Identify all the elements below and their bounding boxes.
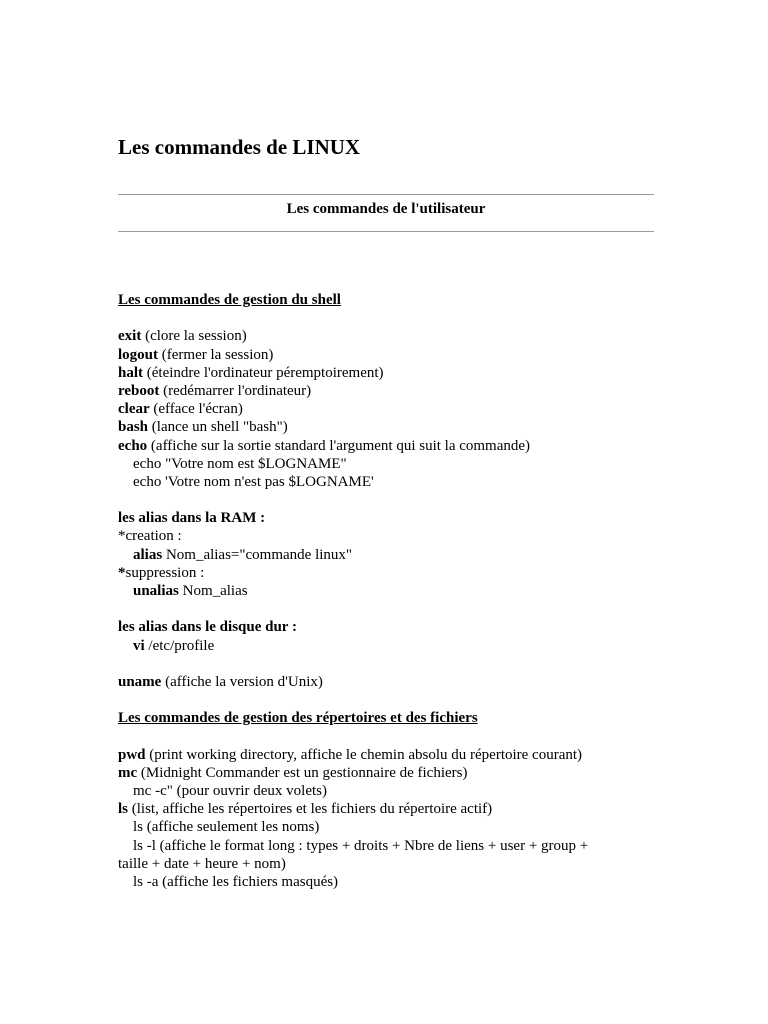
alias-creation-label: *creation : (118, 528, 182, 545)
command-name: mc (118, 764, 138, 781)
command-description: (éteindre l'ordinateur péremptoirement) (143, 364, 384, 381)
document-body (118, 291, 658, 891)
command-name: reboot (118, 382, 160, 399)
ls-example-all: ls -a (affiche les fichiers masqués) (133, 874, 339, 890)
ls-example-long-1: ls -l (affiche le format long : types + droits + Nbre de liens + user + group + (133, 837, 589, 854)
suppression-text: suppression : (125, 564, 205, 581)
command-line-exit (118, 327, 658, 345)
command-line-pwd (118, 746, 658, 764)
command-description: (fermer la session) (158, 346, 274, 363)
command-name: pwd (118, 746, 146, 763)
command-argument: Nom_alias (178, 583, 248, 599)
ls-example-long-2: taille + date + heure + nom) (118, 855, 286, 872)
command-description: (list, affiche les répertoires et les fichiers du répertoire actif) (128, 801, 493, 818)
command-line-bash (118, 418, 658, 436)
document-title: Les commandes de LINUX (118, 135, 361, 159)
command-name: logout (118, 346, 159, 363)
alias-creation-example (118, 546, 658, 564)
command-name: exit (118, 328, 142, 345)
command-line-ls (118, 800, 658, 818)
unalias-example (118, 582, 658, 600)
command-line-reboot (118, 382, 658, 400)
command-line-clear (118, 400, 658, 418)
mc-example: mc -c" (pour ouvrir deux volets) (133, 783, 327, 800)
command-name: clear (118, 401, 150, 418)
command-description: (affiche sur la sortie standard l'argument qui suit la commande) (147, 437, 531, 454)
document-subtitle: Les commandes de l'utilisateur (286, 201, 486, 217)
command-description: (lance un shell "bash") (148, 419, 288, 436)
echo-example-2: echo 'Votre nom n'est pas $LOGNAME' (133, 473, 374, 490)
command-name: uname (118, 673, 162, 690)
command-name: alias (133, 546, 163, 563)
ls-example-plain: ls (affiche seulement les noms) (133, 819, 320, 836)
top-divider (118, 194, 654, 195)
alias-ram-heading: les alias dans la RAM : (118, 510, 266, 527)
command-name: unalias (133, 583, 179, 599)
suppression-star: * (118, 564, 126, 581)
command-line-mc (118, 764, 658, 782)
command-name: bash (118, 419, 149, 436)
bottom-divider (118, 231, 654, 232)
alias-disk-example (118, 637, 658, 655)
command-name: halt (118, 364, 144, 381)
command-name: vi (133, 637, 145, 654)
alias-disk-heading: les alias dans le disque dur : (118, 619, 297, 636)
alias-suppression-label (118, 564, 658, 582)
command-line-echo (118, 437, 658, 455)
command-argument: Nom_alias="commande linux" (162, 546, 353, 563)
command-description: (Midnight Commander est un gestionnaire de fichiers) (137, 764, 468, 781)
section-heading-files: Les commandes de gestion des répertoires et des fichiers (118, 710, 478, 727)
command-description: (clore la session) (141, 328, 247, 345)
command-line-halt (118, 364, 658, 382)
echo-example-1: echo "Votre nom est $LOGNAME" (133, 455, 347, 472)
command-description: (redémarrer l'ordinateur) (159, 382, 312, 399)
command-name: echo (118, 437, 148, 454)
section-heading-shell: Les commandes de gestion du shell (118, 292, 341, 308)
command-description: (print working directory, affiche le chemin absolu du répertoire courant) (145, 746, 583, 763)
command-line-logout (118, 346, 658, 364)
command-argument: /etc/profile (144, 637, 215, 654)
command-description: (efface l'écran) (149, 401, 243, 418)
command-description: (affiche la version d'Unix) (161, 673, 323, 690)
command-name: ls (118, 801, 129, 818)
command-line-uname (118, 673, 658, 691)
